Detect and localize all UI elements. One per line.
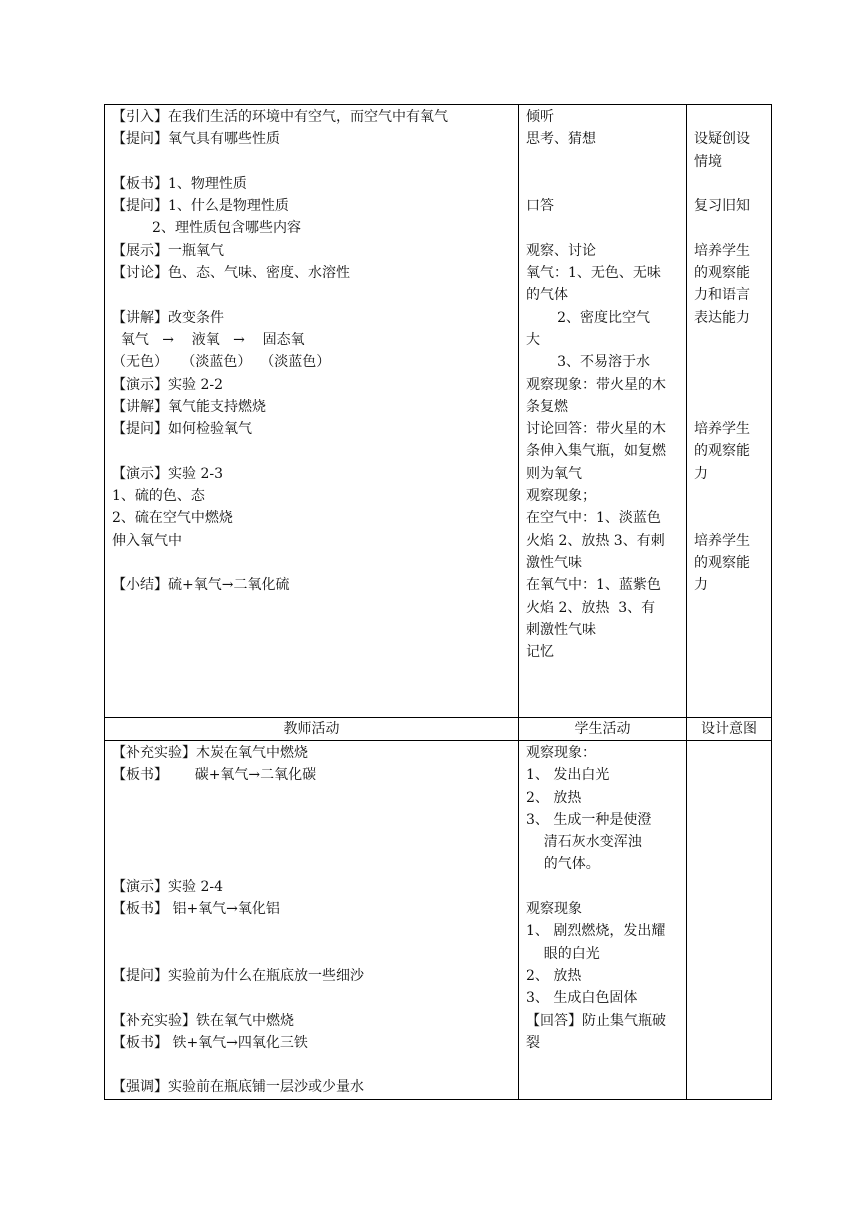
text-line: 1、硫的色、态 [112, 488, 205, 505]
text-line: 的观察能 [694, 265, 750, 282]
text-line: 【补充实验】铁在氧气中燃烧 [112, 1012, 294, 1029]
text-line: 氧气 → 液氧 → 固态氧 [112, 331, 305, 348]
text-line: 的气体。 [526, 856, 600, 873]
text-line: 口答 [526, 198, 554, 215]
text-line: 条伸入集气瓶，如复燃 [526, 443, 666, 460]
text-line: 记忆 [526, 644, 554, 661]
text-line: 【板书】 碳+氧气→二氧化碳 [112, 767, 317, 784]
text-line: 【提问】1、什么是物理性质 [112, 198, 289, 215]
text-line: 培养学生 [694, 421, 750, 438]
text-line [112, 787, 513, 809]
text-line: 倾听 [526, 109, 554, 125]
text-line: 表达能力 [694, 309, 750, 326]
text-line [694, 217, 766, 239]
text-line: 1、 剧烈燃烧，发出耀 [526, 923, 666, 940]
design-intent-text [687, 741, 771, 742]
text-line: 【提问】氧气具有哪些性质 [112, 131, 280, 148]
text-line: 【提问】如何检验氧气 [112, 421, 252, 438]
text-line: 观察、讨论 [526, 242, 596, 259]
text-line: 【强调】实验前在瓶底铺一层沙或少量水 [112, 1079, 364, 1096]
text-line [112, 920, 513, 942]
text-line: （无色） （淡蓝色） （淡蓝色） [112, 354, 331, 371]
text-line: 火焰 2、放热 3、有 [526, 599, 656, 616]
text-line: 力 [694, 577, 708, 594]
text-line: 眼的白光 [526, 945, 600, 962]
text-line: 力 [694, 465, 708, 482]
text-line: 情境 [694, 153, 722, 170]
header-design-intent: 设计意图 [687, 718, 772, 741]
text-line: 2、理性质包含哪些内容 [112, 220, 301, 237]
text-line [112, 1054, 513, 1076]
design-intent-text [687, 105, 771, 597]
text-line [694, 106, 766, 128]
table-row [105, 741, 772, 1100]
text-line: 【回答】防止集气瓶破 [526, 1012, 666, 1029]
student-activity-cell [519, 741, 687, 1100]
text-line: 氧气：1、无色、无味 [526, 265, 661, 282]
text-line: 【板书】 铝+氧气→氧化铝 [112, 901, 280, 918]
text-line: 3、不易溶于水 [526, 354, 651, 371]
text-line: 的观察能 [694, 443, 750, 460]
text-line: 3、 生成白色固体 [526, 990, 638, 1007]
student-activity-text [519, 741, 686, 1054]
text-line [112, 831, 513, 853]
text-line: 观察现象：带火星的木 [526, 376, 666, 393]
teacher-activity-text [105, 741, 518, 1099]
text-line: 【演示】实验 2-2 [112, 376, 223, 393]
text-line: 讨论回答：带火星的木 [526, 421, 666, 438]
text-line [694, 507, 766, 529]
text-line: 火焰 2、放热 3、有刺 [526, 532, 665, 549]
text-line: 在氧气中：1、蓝紫色 [526, 577, 661, 594]
text-line: 【展示】一瓶氧气 [112, 242, 224, 259]
text-line [694, 173, 766, 195]
text-line [112, 440, 513, 462]
teacher-activity-cell [105, 741, 519, 1100]
text-line: 观察现象 [526, 901, 582, 918]
text-line: 在空气中：1、淡蓝色 [526, 510, 661, 527]
text-line: 2、 放热 [526, 967, 582, 984]
text-line: 裂 [526, 1034, 540, 1051]
text-line: 清石灰水变浑浊 [526, 834, 642, 851]
text-line: 力和语言 [694, 287, 750, 304]
text-line: 观察现象； [526, 488, 596, 505]
text-line [112, 284, 513, 306]
text-line [112, 809, 513, 831]
text-line: 伸入氧气中 [112, 532, 182, 549]
text-line: 刺激性气味 [526, 621, 596, 638]
text-line: 大 [526, 331, 540, 348]
text-line: 则为氧气 [526, 465, 582, 482]
text-line [112, 151, 513, 173]
text-line: 【演示】实验 2-4 [112, 878, 223, 895]
header-teacher-activity: 教师活动 [105, 718, 519, 741]
text-line [694, 485, 766, 507]
text-line [526, 173, 681, 195]
text-line [694, 329, 766, 351]
text-line: 【小结】硫+氧气→二氧化硫 [112, 577, 290, 594]
text-line: 2、密度比空气 [526, 309, 651, 326]
text-line: 培养学生 [694, 242, 750, 259]
text-line: 【引入】在我们生活的环境中有空气，而空气中有氧气 [112, 109, 448, 125]
header-student-activity: 学生活动 [519, 718, 687, 741]
text-line [112, 987, 513, 1009]
text-line: 的气体 [526, 287, 568, 304]
text-line: 条复燃 [526, 398, 568, 415]
text-line [112, 943, 513, 965]
text-line: 【补充实验】木炭在氧气中燃烧 [112, 745, 308, 761]
text-line: 复习旧知 [694, 198, 750, 215]
text-line [526, 151, 681, 173]
text-line: 【板书】1、物理性质 [112, 175, 247, 192]
text-line: 培养学生 [694, 532, 750, 549]
teacher-activity-text [105, 105, 518, 597]
text-line: 【提问】实验前为什么在瓶底放一些细沙 [112, 967, 364, 984]
text-line: 【讲解】氧气能支持燃烧 [112, 398, 266, 415]
design-intent-cell [687, 741, 772, 1100]
text-line: 的观察能 [694, 554, 750, 571]
text-line [694, 396, 766, 418]
text-line: 观察现象： [526, 745, 596, 761]
table-header-row [105, 718, 772, 741]
text-line: 思考、猜想 [526, 131, 596, 148]
design-intent-cell [687, 105, 772, 718]
text-line: 2、硫在空气中燃烧 [112, 510, 233, 527]
student-activity-text [519, 105, 686, 663]
teacher-activity-cell [105, 105, 519, 718]
text-line: 1、 发出白光 [526, 767, 610, 784]
text-line [112, 552, 513, 574]
text-line: 设疑创设 [694, 131, 750, 148]
text-line: 【讲解】改变条件 [112, 309, 224, 326]
text-line: 【讨论】色、态、气味、密度、水溶性 [112, 265, 350, 282]
text-line [694, 374, 766, 396]
text-line [526, 217, 681, 239]
text-line: 【板书】 铁+氧气→四氧化三铁 [112, 1034, 308, 1051]
lesson-plan-table [104, 104, 772, 1100]
text-line [526, 876, 681, 898]
table-row [105, 105, 772, 718]
text-line: 【演示】实验 2-3 [112, 465, 223, 482]
text-line: 2、 放热 [526, 789, 582, 806]
text-line [112, 853, 513, 875]
text-line: 激性气味 [526, 554, 582, 571]
student-activity-cell [519, 105, 687, 718]
text-line [694, 351, 766, 373]
text-line: 3、 生成一种是使澄 [526, 811, 652, 828]
